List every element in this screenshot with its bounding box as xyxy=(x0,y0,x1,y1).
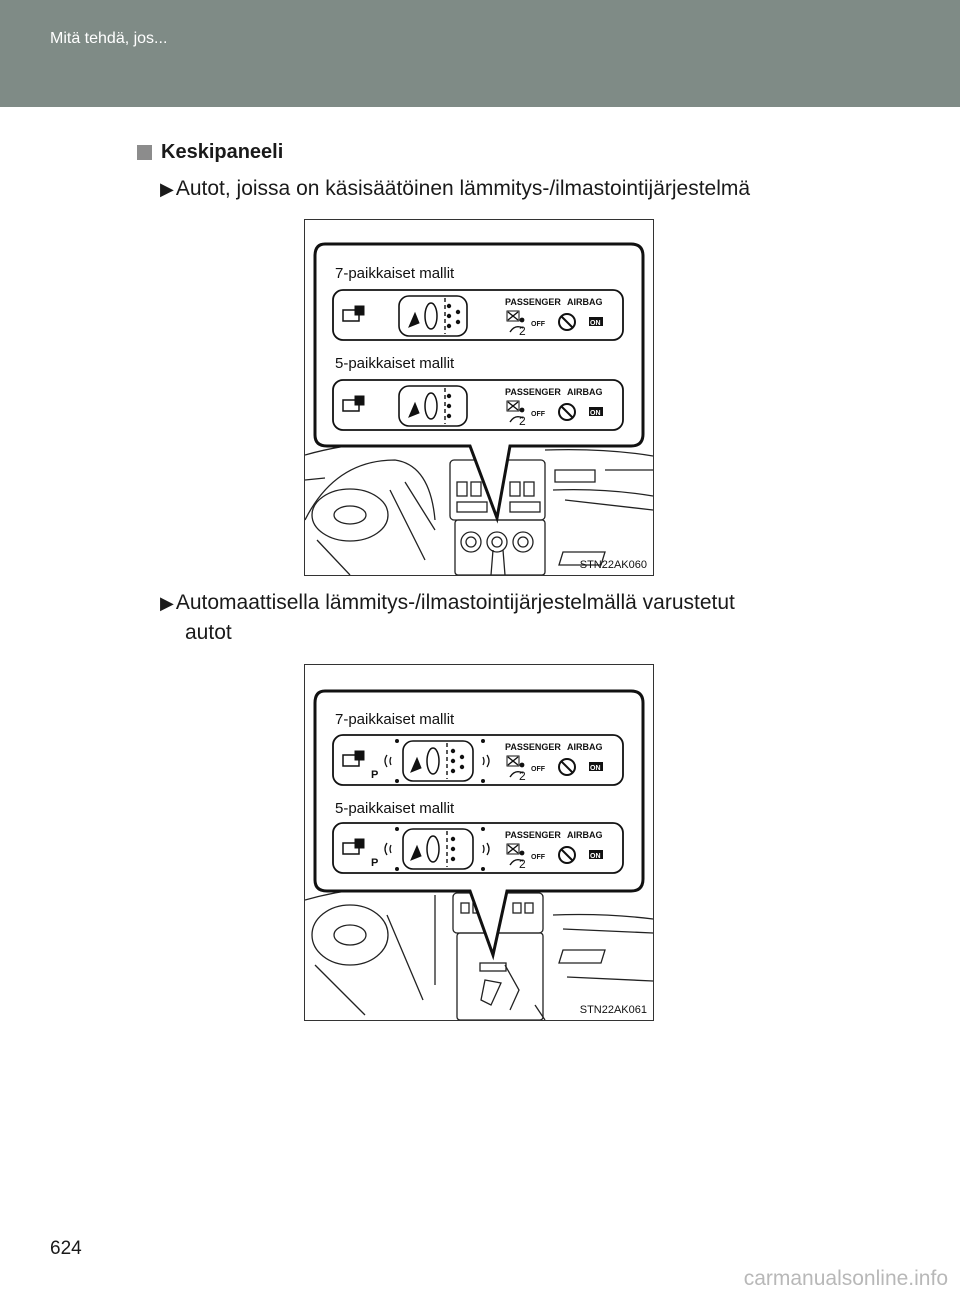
figure-code: STN22AK061 xyxy=(579,1004,647,1016)
bullet-text-line1: Automaattisella lämmitys-/ilmastointijärjestelmällä varustetut xyxy=(175,591,735,614)
triangle-bullet-icon: ▶ xyxy=(160,593,174,613)
seat-number: 2 xyxy=(519,769,526,783)
off-text: OFF xyxy=(531,854,545,861)
p-label: P xyxy=(371,769,379,781)
bullet-automatic-ac xyxy=(160,588,842,648)
section-title: Keskipaneeli xyxy=(161,141,284,163)
page-number: 624 xyxy=(50,1238,82,1259)
on-text: ON xyxy=(590,410,601,417)
header-title: Mitä tehdä, jos... xyxy=(50,30,168,47)
label-7-seater: 7-paikkaiset mallit xyxy=(335,711,455,728)
passenger-text: PASSENGER xyxy=(505,297,561,307)
label-5-seater: 5-paikkaiset mallit xyxy=(335,355,455,372)
airbag-text: AIRBAG xyxy=(567,830,603,840)
off-text: OFF xyxy=(531,321,545,328)
bullet-text: Autot, joissa on käsisäätöinen lämmitys-/ilmastointijärjestelmä xyxy=(175,177,751,200)
p-label: P xyxy=(371,857,379,869)
off-text: OFF xyxy=(531,766,545,773)
on-text: ON xyxy=(590,765,601,772)
off-text: OFF xyxy=(531,411,545,418)
airbag-text: AIRBAG xyxy=(567,297,603,307)
airbag-text: AIRBAG xyxy=(567,387,603,397)
square-bullet-icon xyxy=(137,145,152,160)
dashboard-illustration xyxy=(305,220,653,575)
passenger-text: PASSENGER xyxy=(505,830,561,840)
bullet-manual-ac xyxy=(160,174,880,204)
seat-number: 2 xyxy=(519,414,526,428)
on-text: ON xyxy=(590,320,601,327)
passenger-text: PASSENGER xyxy=(505,742,561,752)
watermark: carmanualsonline.info xyxy=(743,1267,948,1290)
page-header xyxy=(0,0,960,107)
seat-number: 2 xyxy=(519,857,526,871)
section-heading xyxy=(137,141,283,164)
passenger-text: PASSENGER xyxy=(505,387,561,397)
bullet-text-line2: autot xyxy=(185,621,232,644)
airbag-text: AIRBAG xyxy=(567,742,603,752)
figure-automatic-ac xyxy=(304,664,654,1021)
label-5-seater: 5-paikkaiset mallit xyxy=(335,800,455,817)
on-text: ON xyxy=(590,853,601,860)
dashboard-illustration xyxy=(305,665,653,1020)
triangle-bullet-icon: ▶ xyxy=(160,179,174,199)
seat-number: 2 xyxy=(519,324,526,338)
label-7-seater: 7-paikkaiset mallit xyxy=(335,265,455,282)
figure-manual-ac xyxy=(304,219,654,576)
figure-code: STN22AK060 xyxy=(579,559,647,571)
